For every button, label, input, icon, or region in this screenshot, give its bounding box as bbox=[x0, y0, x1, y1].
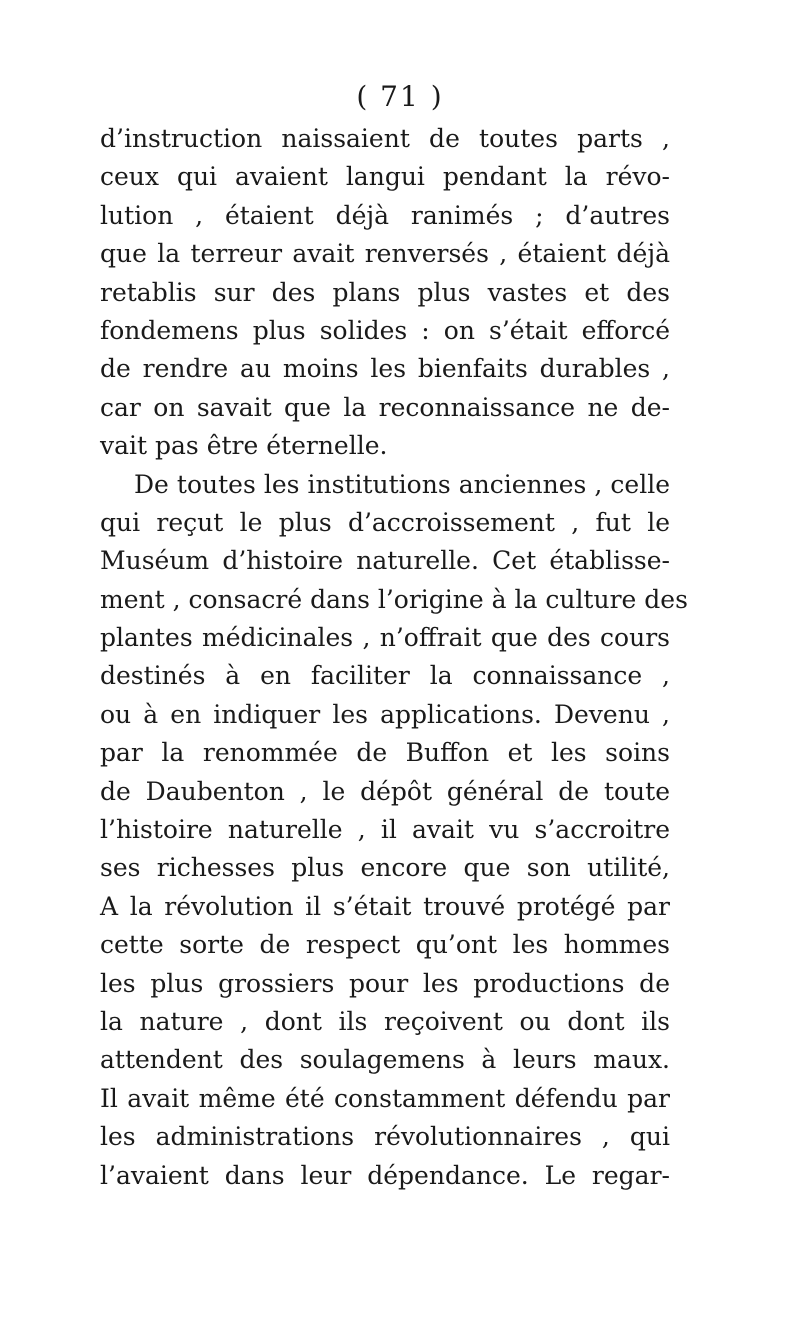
text-line: les plus grossiers pour les productions de bbox=[100, 968, 670, 998]
text-line: que la terreur avait renversés , étaient déjà bbox=[100, 239, 670, 269]
text-line: Muséum d’histoire naturelle. Cet établisse- bbox=[100, 546, 670, 576]
text-line: l’histoire naturelle , il avait vu s’accroitre bbox=[100, 815, 670, 845]
text-line: lution , étaient déjà ranimés ; d’autres bbox=[100, 200, 670, 230]
text-line: de rendre au moins les bienfaits durables , bbox=[100, 354, 670, 384]
body-text bbox=[100, 120, 688, 1195]
text-line: par la renommée de Buffon et les soins bbox=[100, 738, 670, 768]
text-line: ment , consacré dans l’origine à la culture des bbox=[100, 584, 688, 614]
text-line: fondemens plus solides : on s’était efforcé bbox=[100, 315, 670, 345]
text-line: destinés à en faciliter la connaissance , bbox=[100, 661, 670, 691]
text-line: Il avait même été constamment défendu par bbox=[100, 1083, 670, 1113]
text-line: d’instruction naissaient de toutes parts , bbox=[100, 124, 670, 153]
text-line: A la révolution il s’était trouvé protégé par bbox=[100, 891, 670, 921]
text-line: les administrations révolutionnaires , qui bbox=[100, 1122, 670, 1152]
text-line: retablis sur des plans plus vastes et des bbox=[100, 277, 670, 307]
text-line: attendent des soulagemens à leurs maux. bbox=[100, 1045, 670, 1075]
text-line: plantes médicinales , n’offrait que des cours bbox=[100, 623, 670, 653]
paragraph-end-line: vait pas être éternelle. bbox=[100, 431, 388, 461]
text-line: de Daubenton , le dépôt général de toute bbox=[100, 776, 670, 806]
text-line: cette sorte de respect qu’ont les hommes bbox=[100, 930, 670, 960]
paragraph-start-line: De toutes les institutions anciennes , celle bbox=[134, 469, 670, 499]
text-line: la nature , dont ils reçoivent ou dont ils bbox=[100, 1006, 670, 1036]
page-number: ( 71 ) bbox=[356, 80, 444, 113]
text-line: qui reçut le plus d’accroissement , fut le bbox=[100, 507, 670, 537]
text-line: car on savait que la reconnaissance ne de- bbox=[100, 392, 670, 422]
text-line: ceux qui avaient langui pendant la révo- bbox=[100, 162, 670, 192]
text-line: l’avaient dans leur dépendance. Le regar- bbox=[100, 1160, 670, 1190]
text-line: ou à en indiquer les applications. Devenu , bbox=[100, 699, 670, 729]
text-line: ses richesses plus encore que son utilité, bbox=[100, 853, 670, 883]
